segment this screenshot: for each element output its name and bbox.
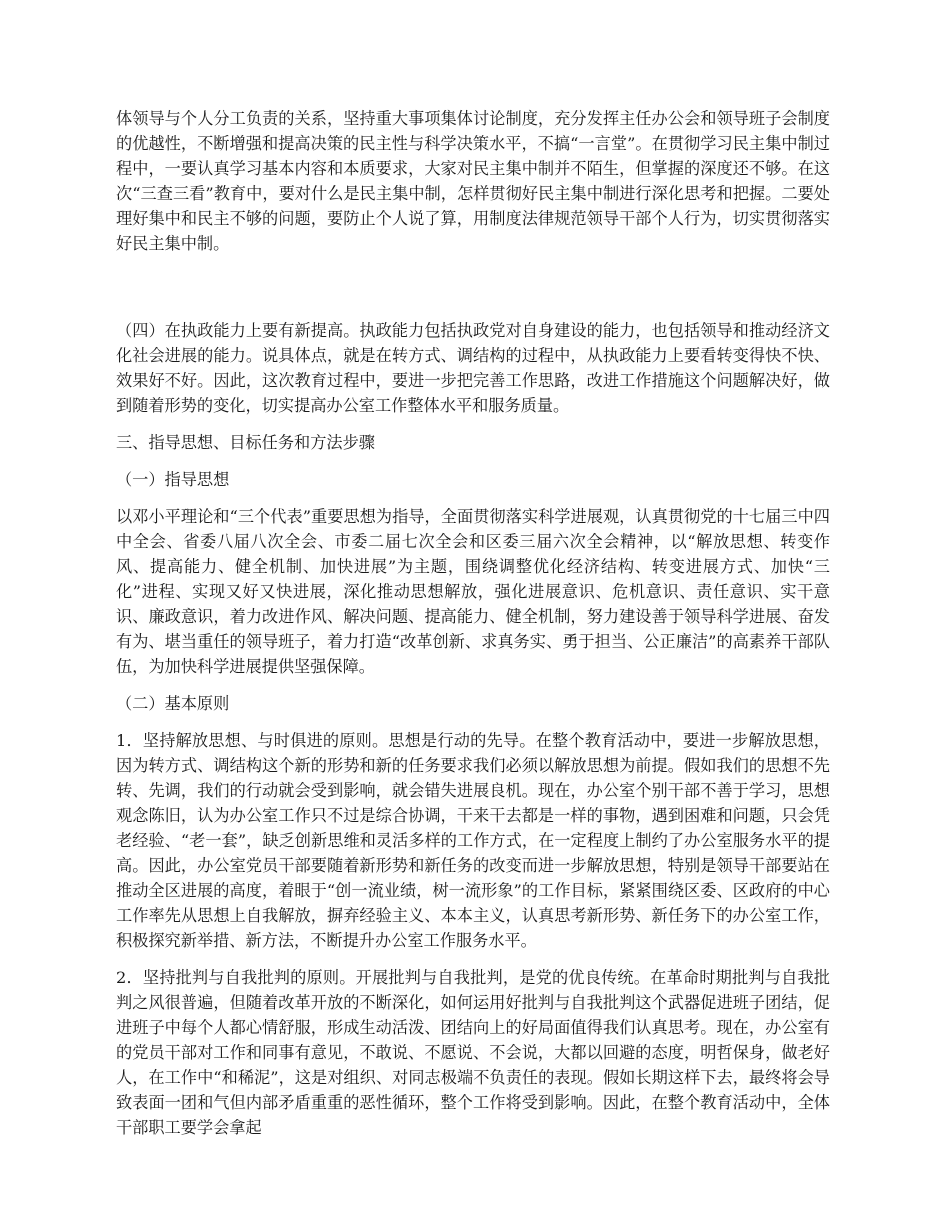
paragraph-principle-1: 1．坚持解放思想、与时俱进的原则。思想是行动的先导。在整个教育活动中，要进一步解放思想，因为转方式、调结构这个新的形势和新的任务要求我们必须以解放思想为前提。假如我们的思想不先转、先调，我们的行动就会受到影响，就会错失进展良机。现在，办公室个别干部不善于学习，思想观念陈旧，认为办公室工作只不过是综合协调，干来干去都是一样的事物，遇到困难和问题，只会凭老经验、“老一套”，缺乏创新思维和灵活多样的工作方式，在一定程度上制约了办公室服务水平的提高。因此，办公室党员干部要随着新形势和新任务的改变而进一步解放思想，特别是领导干部要站在推动全区进展的高度，着眼于“创一流业绩，树一流形象”的工作目标，紧紧围绕区委、区政府的中心工作率先从思想上自我解放，摒弃经验主义、本本主义，认真思考新形势、新任务下的办公室工作，积极探究新举措、新方法，不断提升办公室工作服务水平。 <box>116 731 830 950</box>
paragraph-democratic-centralism: 体领导与个人分工负责的关系，坚持重大事项集体讨论制度，充分发挥主任办公会和领导班子会制度的优越性，不断增强和提高决策的民主性与科学决策水平，不搞“一言堂”。在贯彻学习民主集中制过程中，一要认真学习基本内容和本质要求，大家对民主集中制并不陌生，但掌握的深度还不够。在这次“三查三看”教育中，要对什么是民主集中制，怎样贯彻好民主集中制进行深化思考和把握。二要处理好集中和民主不够的问题，要防止个人说了算，用制度法律规范领导干部个人行为，切实贯彻落实好民主集中制。 <box>116 109 830 253</box>
subsection-heading-guiding-thought: （一）指导思想 <box>116 470 230 489</box>
paragraph-principle-2: 2．坚持批判与自我批判的原则。开展批判与自我批判，是党的优良传统。在革命时期批判与自我批判之风很普遍，但随着改革开放的不断深化，如何运用好批判与自我批判这个武器促进班子团结，促进班子中每个人都心情舒服，形成生动活泼、团结向上的好局面值得我们认真思考。现在，办公室有的党员干部对工作和同事有意见，不敢说、不愿说、不会说，大都以回避的态度，明哲保身，做老好人，在工作中“和稀泥”，这是对组织、对同志极端不负责任的表现。假如长期这样下去，最终将会导致表面一团和气但内部矛盾重重的恶性循环，整个工作将受到影响。因此，在整个教育活动中，全体干部职工要学会拿起 <box>116 968 830 1137</box>
section-heading-guiding-ideology: 三、指导思想、目标任务和方法步骤 <box>116 433 375 452</box>
paragraph-guiding-thought: 以邓小平理论和“三个代表”重要思想为指导，全面贯彻落实科学进展观，认真贯彻党的十七届三中四中全会、省委八届八次全会、市委二届七次全会和区委三届六次全会精神，以“解放思想、转变作风、提高能力、健全机制、加快进展”为主题，围绕调整优化经济结构、转变进展方式、加快“三化”进程、实现又好又快进展，深化推动思想解放，强化进展意识、危机意识、责任意识、实干意识、廉政意识，着力改进作风、解决问题、提高能力、健全机制，努力建设善于领导科学进展、奋发有为、堪当重任的领导班子，着力打造“改革创新、求真务实、勇于担当、公正廉洁”的高素养干部队伍，为加快科学进展提供坚强保障。 <box>116 507 830 676</box>
subsection-heading-basic-principles: （二）基本原则 <box>116 694 230 713</box>
paragraph-spacer <box>116 268 830 318</box>
paragraph-governing-ability: （四）在执政能力上要有新提高。执政能力包括执政党对自身建设的能力，也包括领导和推动经济文化社会进展的能力。说具体点，就是在转方式、调结构的过程中，从执政能力上要看转变得快不快、效果好不好。因此，这次教育过程中，要进一步把完善工作思路，改进工作措施这个问题解决好，做到随着形势的变化，切实提高办公室工作整体水平和服务质量。 <box>116 321 830 415</box>
